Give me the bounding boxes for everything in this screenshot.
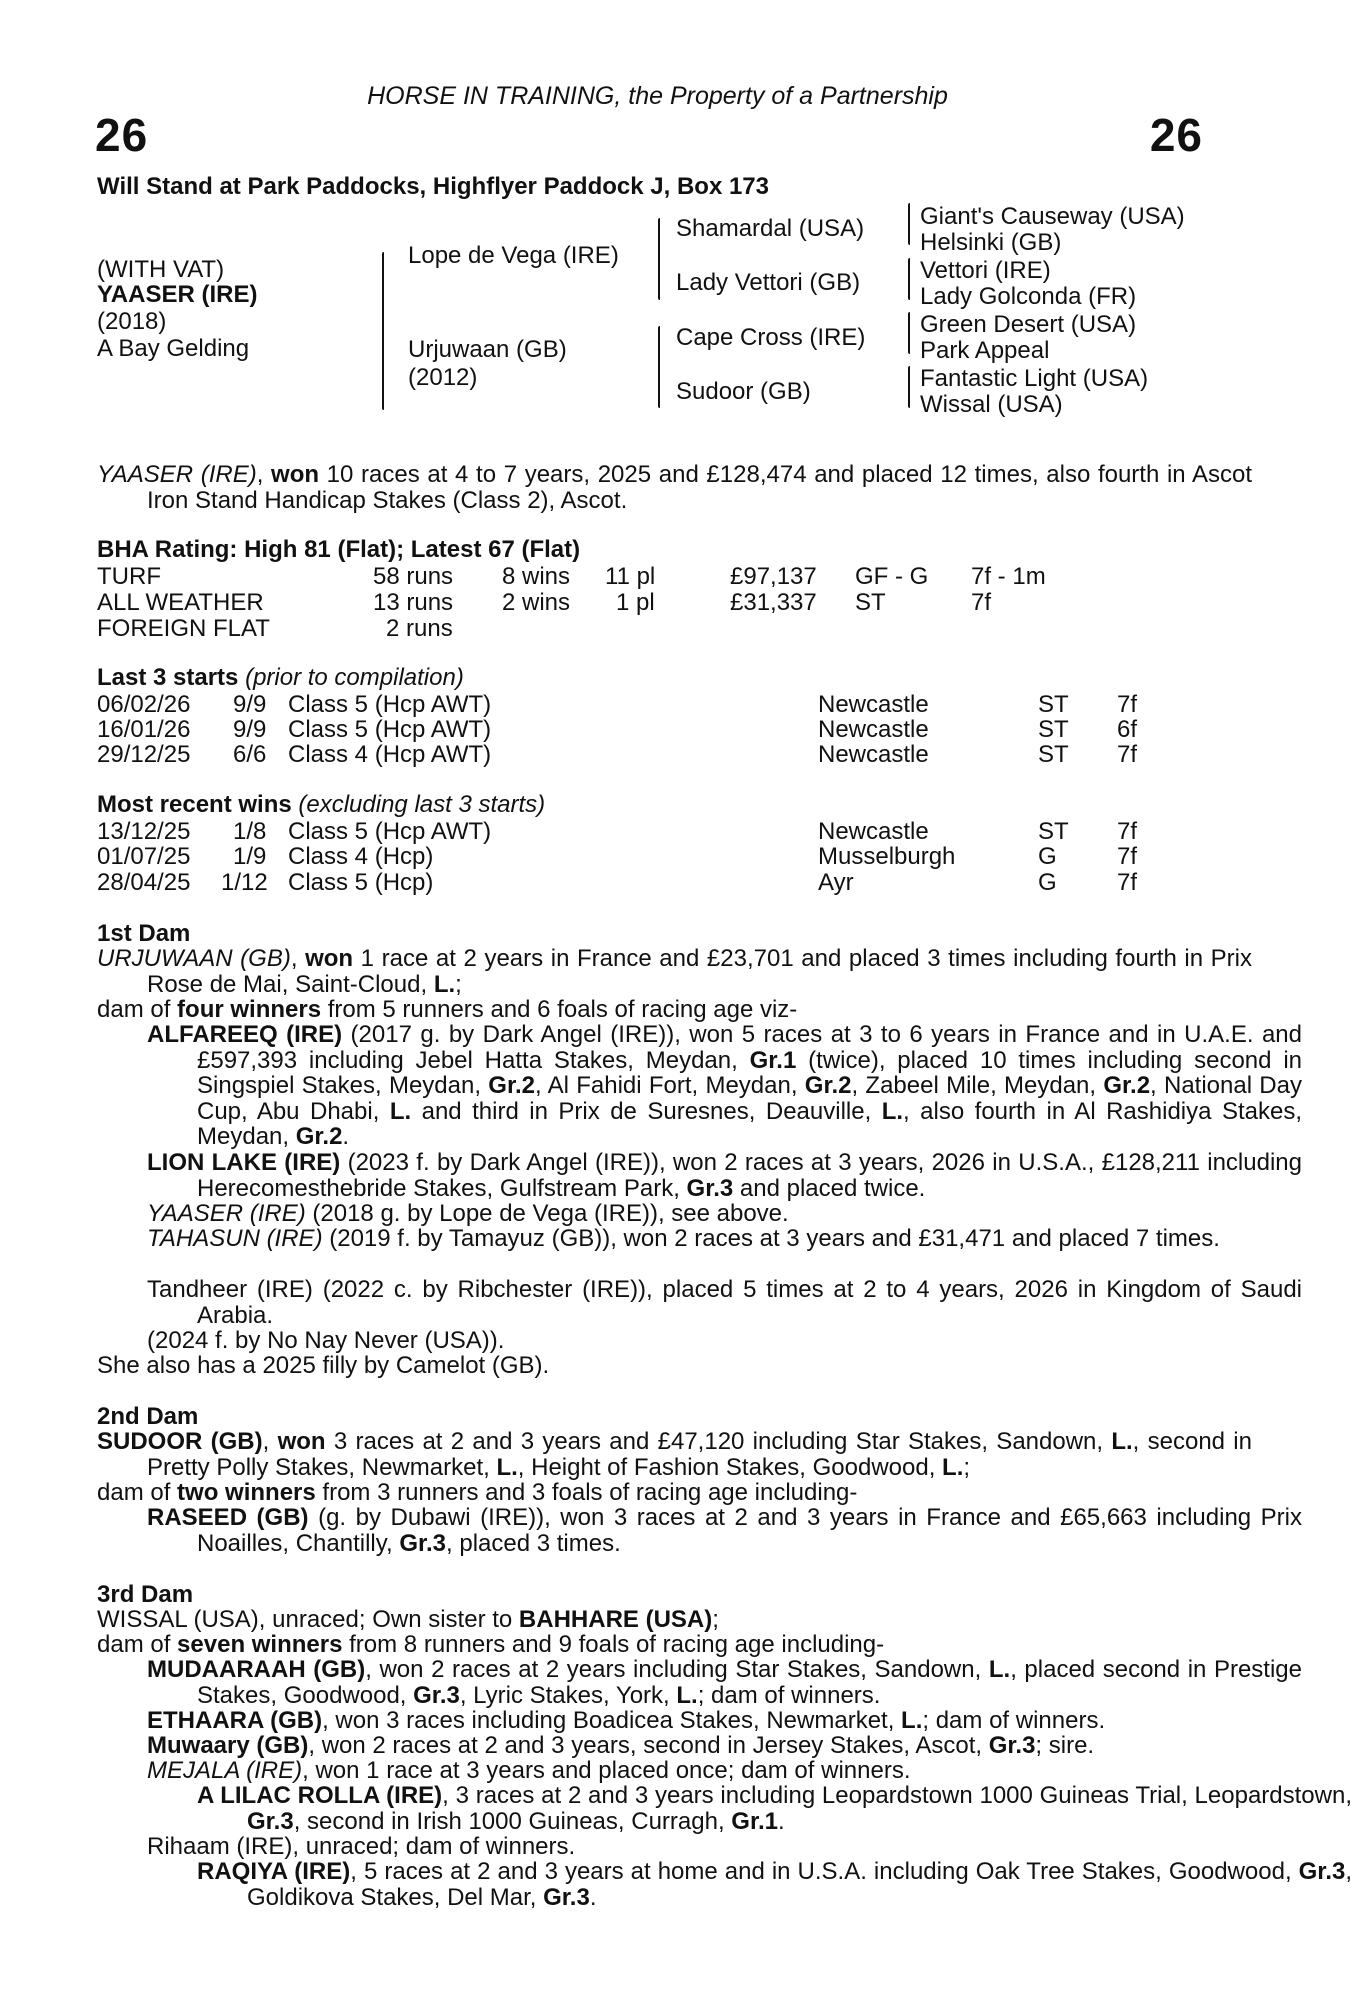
entry-name: TAHASUN (IRE) xyxy=(147,1225,323,1252)
dam3-sister: BAHHARE (USA) xyxy=(518,1606,713,1633)
entry-name: YAASER (IRE) xyxy=(147,1200,306,1227)
dam1-damof-pre: dam of xyxy=(97,996,178,1023)
pedigree-sds: Vettori (IRE) xyxy=(920,257,1051,284)
start-course: Newcastle xyxy=(818,691,929,718)
bha-rating-title: BHA Rating: High 81 (Flat); Latest 67 (Flat) xyxy=(97,536,581,563)
start-course: Newcastle xyxy=(818,741,929,768)
dam3-entry-mejala xyxy=(97,1758,1302,1784)
recent-wins-title: Most recent wins xyxy=(97,791,292,818)
dam1-listed: L. xyxy=(433,970,456,998)
recent-wins-heading xyxy=(97,792,545,818)
entry-text: , Goldikova Stakes, Del Mar, xyxy=(247,1858,1352,1911)
page-header: HORSE IN TRAINING, the Property of a Partnership xyxy=(367,82,948,110)
dam2-text: ; xyxy=(963,1453,971,1481)
start-position: 9/9 xyxy=(233,716,267,743)
entry-text: (2019 f. by Tamayuz (GB)), won 2 races at 3 years and £31,471 and placed 7 times. xyxy=(322,1225,1220,1252)
start-position: 6/6 xyxy=(233,741,267,768)
start-date: 29/12/25 xyxy=(97,741,191,768)
entry-text: (g. by Dubawi (IRE)), won 3 races at 2 and 3 years in France and £65,663 including Prix Noailles, Chantilly, xyxy=(197,1504,1303,1557)
entry-name: LION LAKE (IRE) xyxy=(147,1149,341,1176)
dam3-winners: seven winners xyxy=(177,1631,343,1658)
pedigree-dam-dam: Sudoor (GB) xyxy=(676,378,811,405)
entry-listed: L. xyxy=(881,1097,904,1125)
dam2-listed: L. xyxy=(1111,1428,1133,1455)
dam2-listed: L. xyxy=(496,1453,518,1481)
entry-text: , National Day Cup, Abu Dhabi, xyxy=(197,1072,1302,1125)
dam2-dam-of xyxy=(97,1480,1202,1506)
entry-name: MEJALA (IRE) xyxy=(147,1757,303,1784)
win-going: ST xyxy=(1038,818,1069,845)
dam2-text: 3 races at 2 and 3 years and £47,120 including Star Stakes, Sandown, xyxy=(325,1428,1112,1455)
vat-label: (WITH VAT) xyxy=(97,256,225,283)
pedigree-brace-dd xyxy=(908,366,910,408)
entry-grade: Gr.2 xyxy=(1103,1072,1151,1100)
dam1-entry-yaaser xyxy=(97,1201,1302,1227)
win-date: 28/04/25 xyxy=(97,869,191,896)
dam1-winners: four winners xyxy=(177,996,322,1023)
dam1-title: 1st Dam xyxy=(97,920,191,947)
rating-surface: FOREIGN FLAT xyxy=(97,615,270,642)
rating-money: £31,337 xyxy=(730,589,817,616)
dam2-won: won xyxy=(277,1428,326,1455)
dam2-record: SUDOOR (GB), won 3 races at 2 and 3 years and £47,120 including Star Stakes, Sandown, L., second in Pretty Polly Stakes, Newmarket, L., Height of Fashion Stakes, Goodwood, L.; xyxy=(97,1428,1252,1481)
dam1-text: 1 race at 2 years in France and £23,701 and placed 3 times including fourth in Prix Rose de Mai, Saint-Cloud, xyxy=(147,945,1253,998)
last3-heading xyxy=(97,665,464,691)
entry-text: (2018 g. by Lope de Vega (IRE)), see above. xyxy=(305,1200,789,1227)
entry-text: ; dam of winners. xyxy=(922,1707,1106,1734)
dam2-text: , second in Pretty Polly Stakes, Newmarket, xyxy=(147,1428,1252,1481)
horse-name: YAASER (IRE) xyxy=(97,281,258,308)
win-position: 1/12 xyxy=(221,869,268,896)
dam1-end: ; xyxy=(455,970,462,998)
start-class: Class 5 (Hcp AWT) xyxy=(288,716,492,743)
entry-text: ; dam of winners. xyxy=(697,1681,881,1709)
entry-text: (2017 g. by Dark Angel (IRE)), won 5 races at 3 to 6 years in France and in U.A.E. and £597,393 including Jebel Hatta Stakes, Meydan, xyxy=(197,1021,1302,1074)
pedigree-dam-year: (2012) xyxy=(408,364,478,391)
entry-text: (2023 f. by Dark Angel (IRE)), won 2 races at 3 years, 2026 in U.S.A., £128,211 including Herecomesthebride Stakes, Gulfstream Park, xyxy=(197,1149,1302,1202)
recent-wins-note: (excluding last 3 starts) xyxy=(291,791,546,818)
win-date: 13/12/25 xyxy=(97,818,191,845)
rating-wins: 8 wins xyxy=(502,563,571,590)
dam3-record xyxy=(97,1607,1202,1633)
dam1-dam-of xyxy=(97,997,1202,1023)
dam3-damof-post: from 8 runners and 9 foals of racing age including- xyxy=(342,1631,885,1658)
win-course: Musselburgh xyxy=(818,843,956,870)
dam1-entry-lion-lake xyxy=(97,1150,1302,1201)
win-position: 1/9 xyxy=(233,843,267,870)
rating-distance: 7f xyxy=(971,589,992,616)
pedigree-dsd: Park Appeal xyxy=(920,337,1050,364)
entry-text: , placed 3 times. xyxy=(446,1529,621,1557)
entry-text: , Al Fahidi Fort, Meydan, xyxy=(535,1072,805,1100)
dam2-name: SUDOOR (GB) xyxy=(97,1428,263,1455)
entry-text: , placed second in Prestige Stakes, Goodwood, xyxy=(197,1656,1302,1709)
dam1-entry-alfareeq xyxy=(97,1022,1302,1150)
entry-name: Muwaary (GB) xyxy=(147,1732,309,1759)
entry-text: , Lyric Stakes, York, xyxy=(459,1681,677,1709)
entry-grade: Gr.2 xyxy=(804,1072,852,1100)
win-class: Class 5 (Hcp AWT) xyxy=(288,818,492,845)
entry-text: and third in Prix de Suresnes, Deauville, xyxy=(411,1097,882,1125)
entry-name: ETHAARA (GB) xyxy=(147,1707,323,1734)
entry-grade: Gr.2 xyxy=(295,1123,343,1151)
rating-runs: 2 runs xyxy=(386,615,453,642)
dam2-listed: L. xyxy=(942,1453,964,1481)
rating-surface: ALL WEATHER xyxy=(97,589,264,616)
entry-listed: L. xyxy=(988,1656,1011,1683)
rating-runs: 58 runs xyxy=(373,563,454,590)
entry-grade: Gr.1 xyxy=(749,1046,797,1074)
start-going: ST xyxy=(1038,716,1069,743)
dam2-damof-pre: dam of xyxy=(97,1479,178,1506)
dam1-entry-2024-filly: (2024 f. by No Nay Never (USA)). xyxy=(147,1327,505,1354)
dam3-entry-ethaara xyxy=(97,1708,1302,1734)
start-date: 06/02/26 xyxy=(97,691,191,718)
lot-number-left: 26 xyxy=(95,109,149,161)
last3-title: Last 3 starts xyxy=(97,664,239,691)
dam3-entry-raqiya xyxy=(97,1859,1352,1910)
race-summary: YAASER (IRE), won 10 races at 4 to 7 years, 2025 and £128,474 and placed 12 times, also fourth in Ascot Iron Stand Handicap Stakes (Class 2), Ascot. xyxy=(97,461,1252,514)
pedigree-dam-sire: Cape Cross (IRE) xyxy=(676,324,866,351)
entry-text: , second in Irish 1000 Guineas, Curragh, xyxy=(293,1807,732,1835)
rating-placed: 1 pl xyxy=(616,589,655,616)
pedigree-sire-sire: Shamardal (USA) xyxy=(676,215,865,242)
rating-distance: 7f - 1m xyxy=(971,563,1046,590)
win-position: 1/8 xyxy=(233,818,267,845)
win-date: 01/07/25 xyxy=(97,843,191,870)
win-course: Newcastle xyxy=(818,818,929,845)
win-distance: 7f xyxy=(1117,843,1138,870)
entry-text: . xyxy=(777,1807,785,1835)
entry-name: RASEED (GB) xyxy=(147,1504,309,1531)
dam2-text: , Height of Fashion Stakes, Goodwood, xyxy=(517,1453,943,1481)
dam1-entry-tandheer: Tandheer (IRE) (2022 c. by Ribchester (IRE)), placed 5 times at 2 to 4 years, 2026 in Kingdom of Saudi Arabia. xyxy=(147,1276,1302,1329)
entry-text: , won 2 races at 2 years including Star Stakes, Sandown, xyxy=(365,1656,989,1683)
lot-number-right: 26 xyxy=(1149,109,1203,161)
dam3-title: 3rd Dam xyxy=(97,1581,194,1608)
dam2-title: 2nd Dam xyxy=(97,1403,199,1430)
entry-name: MUDAARAAH (GB) xyxy=(147,1656,366,1683)
entry-text: (twice), placed 10 times including second in Singspiel Stakes, Meydan, xyxy=(197,1046,1303,1100)
entry-text: ; sire. xyxy=(1035,1732,1095,1759)
pedigree-sire: Lope de Vega (IRE) xyxy=(408,242,619,269)
entry-text: , 5 races at 2 and 3 years at home and in U.S.A. including Oak Tree Stakes, Goodwood, xyxy=(350,1858,1299,1885)
horse-year: (2018) xyxy=(97,308,167,335)
entry-name: ALFAREEQ (IRE) xyxy=(147,1021,343,1048)
entry-text: , 3 races at 2 and 3 years including Leopardstown 1000 Guineas Trial, Leopardstown, xyxy=(442,1782,1352,1809)
start-course: Newcastle xyxy=(818,716,929,743)
start-class: Class 4 (Hcp AWT) xyxy=(288,741,492,768)
pedigree-brace-sd xyxy=(908,258,910,300)
pedigree-brace-ds xyxy=(908,312,910,354)
entry-text: and placed twice. xyxy=(733,1174,926,1202)
start-distance: 7f xyxy=(1117,691,1138,718)
win-distance: 7f xyxy=(1117,818,1138,845)
win-going: G xyxy=(1038,843,1057,870)
pedigree-brace-ss xyxy=(908,203,910,245)
entry-listed: L. xyxy=(676,1681,698,1709)
pedigree-dss: Green Desert (USA) xyxy=(920,311,1137,338)
win-class: Class 4 (Hcp) xyxy=(288,843,434,870)
entry-grade: Gr.3 xyxy=(1298,1858,1346,1885)
entry-text: . xyxy=(342,1123,350,1151)
entry-listed: L. xyxy=(389,1097,412,1125)
rating-runs: 13 runs xyxy=(373,589,454,616)
dam3-text: ; xyxy=(712,1606,719,1633)
dam1-record: URJUWAAN (GB), won 1 race at 2 years in France and £23,701 and placed 3 times including fourth in Prix Rose de Mai, Saint-Cloud, L.; xyxy=(97,945,1253,998)
pedigree-brace-main xyxy=(382,252,384,410)
entry-text: . xyxy=(589,1883,597,1911)
pedigree-sire-dam: Lady Vettori (GB) xyxy=(676,269,861,296)
entry-text: , won 3 races including Boadicea Stakes, Newmarket, xyxy=(322,1707,902,1734)
pedigree-dam: Urjuwaan (GB) xyxy=(408,336,567,363)
entry-text: , also fourth in Al Rashidiya Stakes, Meydan, xyxy=(197,1097,1302,1151)
rating-wins: 2 wins xyxy=(502,589,571,616)
entry-name: RAQIYA (IRE) xyxy=(197,1858,351,1885)
entry-text: , won 1 race at 3 years and placed once; dam of winners. xyxy=(302,1757,911,1784)
entry-grade: Gr.3 xyxy=(988,1732,1036,1759)
pedigree-brace-sire xyxy=(658,218,660,300)
dam2-damof-post: from 3 runners and 3 foals of racing age including- xyxy=(315,1479,858,1506)
entry-grade: Gr.1 xyxy=(731,1807,778,1835)
entry-grade: Gr.3 xyxy=(399,1529,447,1557)
dam3-entry-muwaary xyxy=(97,1733,1302,1759)
start-distance: 7f xyxy=(1117,741,1138,768)
rating-going: ST xyxy=(855,589,886,616)
rating-surface: TURF xyxy=(97,563,161,590)
dam3-entry-mudaaraah xyxy=(97,1657,1302,1708)
rating-money: £97,137 xyxy=(730,563,817,590)
entry-text: , Zabeel Mile, Meydan, xyxy=(851,1072,1104,1100)
start-going: ST xyxy=(1038,691,1069,718)
rating-going: GF - G xyxy=(855,563,929,590)
dam1-won: won xyxy=(305,945,354,972)
dam3-damof-pre: dam of xyxy=(97,1631,178,1658)
start-class: Class 5 (Hcp AWT) xyxy=(288,691,492,718)
dam2-winners: two winners xyxy=(177,1479,316,1506)
entry-grade: Gr.3 xyxy=(247,1807,294,1835)
entry-grade: Gr.3 xyxy=(543,1883,590,1911)
win-course: Ayr xyxy=(818,869,854,896)
entry-grade: Gr.2 xyxy=(488,1072,535,1100)
stand-location: Will Stand at Park Paddocks, Highflyer Paddock J, Box 173 xyxy=(97,173,769,200)
horse-description: A Bay Gelding xyxy=(97,335,250,362)
dam1-also: She also has a 2025 filly by Camelot (GB). xyxy=(97,1352,550,1379)
summary-won: won xyxy=(271,461,320,488)
dam1-damof-post: from 5 runners and 6 foals of racing age viz- xyxy=(321,996,798,1023)
dam3-entry-a-lilac-rolla xyxy=(97,1783,1352,1834)
pedigree-ssd: Helsinki (GB) xyxy=(920,229,1062,256)
win-going: G xyxy=(1038,869,1057,896)
pedigree-sss: Giant's Causeway (USA) xyxy=(920,203,1185,230)
dam1-entry-tahasun xyxy=(97,1226,1302,1252)
win-distance: 7f xyxy=(1117,869,1138,896)
pedigree-ddd: Wissal (USA) xyxy=(920,391,1063,418)
dam3-dam-of xyxy=(97,1632,1202,1658)
dam1-name: URJUWAAN (GB) xyxy=(97,945,291,972)
start-position: 9/9 xyxy=(233,691,267,718)
start-date: 16/01/26 xyxy=(97,716,191,743)
start-distance: 6f xyxy=(1117,716,1138,743)
dam3-entry-rihaam: Rihaam (IRE), unraced; dam of winners. xyxy=(147,1833,576,1860)
last3-note: (prior to compilation) xyxy=(238,664,464,691)
rating-placed: 11 pl xyxy=(605,563,656,590)
pedigree-brace-dam xyxy=(658,326,660,408)
dam2-entry-raseed xyxy=(97,1505,1302,1556)
entry-grade: Gr.3 xyxy=(686,1174,734,1202)
entry-listed: L. xyxy=(901,1707,923,1734)
entry-text: , won 2 races at 2 and 3 years, second in Jersey Stakes, Ascot, xyxy=(308,1732,989,1759)
win-class: Class 5 (Hcp) xyxy=(288,869,434,896)
pedigree-sdd: Lady Golconda (FR) xyxy=(920,283,1137,310)
entry-name: A LILAC ROLLA (IRE) xyxy=(197,1782,443,1809)
summary-text: 10 races at 4 to 7 years, 2025 and £128,474 and placed 12 times, also fourth in Ascot Iron Stand Handicap Stakes (Class 2), Ascot. xyxy=(147,461,1252,514)
entry-grade: Gr.3 xyxy=(413,1681,460,1709)
start-going: ST xyxy=(1038,741,1069,768)
dam3-text: WISSAL (USA), unraced; Own sister to xyxy=(97,1606,519,1633)
summary-horse-name: YAASER (IRE) xyxy=(97,461,257,488)
pedigree-dds: Fantastic Light (USA) xyxy=(920,365,1149,392)
